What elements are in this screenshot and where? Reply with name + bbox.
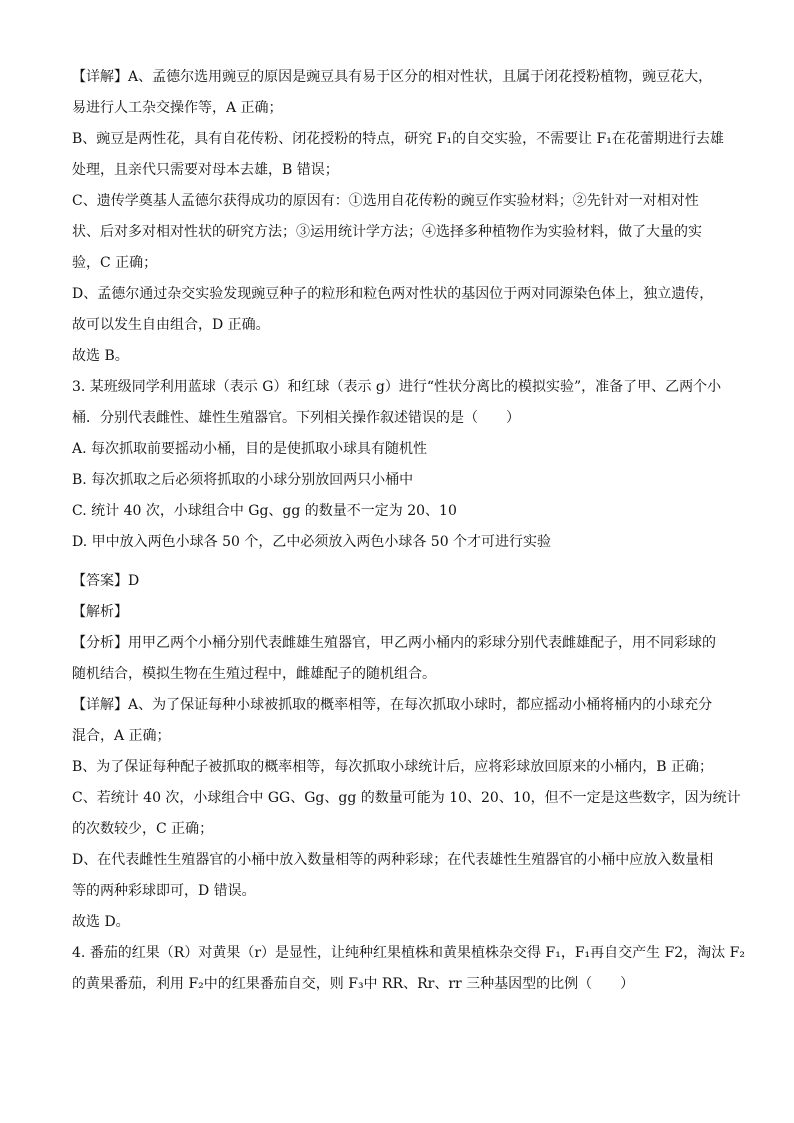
option-b: B. 每次抓取之后必须将抓取的小球分别放回两只小桶中 xyxy=(72,472,414,488)
answer-label: 【答案】D xyxy=(72,573,140,589)
option-a: A. 每次抓取前要摇动小桶，目的是使抓取小球具有随机性 xyxy=(72,441,428,457)
q2-explanation xyxy=(72,62,732,372)
question-stem-line: 桶．分别代表雌性、雄性生殖器官。下列相关操作叙述错误的是（ ） xyxy=(72,410,520,426)
text-line: 【分析】用甲乙两个小桶分别代表雌雄生殖器官，甲乙两小桶内的彩球分别代表雌雄配子，用不同彩球的 xyxy=(72,635,716,651)
text-line: 易进行人工杂交操作等，A 正确； xyxy=(72,100,283,116)
analysis-title: 【解析】 xyxy=(72,604,128,620)
text-line: 混合，A 正确； xyxy=(72,728,171,744)
text-line: 状、后对多对相对性状的研究方法；③运用统计学方法；④选择多种植物作为实验材料，做了大量的实 xyxy=(72,224,702,240)
question-4 xyxy=(72,938,745,1000)
text-line: B、豌豆是两性花，具有自花传粉、闭花授粉的特点，研究 F₁的自交实验，不需要让 F₁在花蕾期进行去雄 xyxy=(72,131,724,147)
conclusion-line: 故选 B。 xyxy=(72,348,129,364)
text-line: C、若统计 40 次，小球组合中 GG、Gg、gg 的数量可能为 10、20、10，但不一定是这些数字，因为统计 xyxy=(72,790,741,806)
question-stem-line: 3. 某班级同学利用蓝球（表示 G）和红球（表示 g）进行“性状分离比的模拟实验”，准备了甲、乙两个小 xyxy=(72,379,722,395)
text-line: 随机结合，模拟生物在生殖过程中，雌雄配子的随机组合。 xyxy=(72,666,436,682)
text-line: D、在代表雌性生殖器官的小桶中放入数量相等的两种彩球；在代表雄性生殖器官的小桶中应放入数量相 xyxy=(72,852,714,868)
question-3 xyxy=(72,372,741,938)
text-line: 的次数较少，C 正确； xyxy=(72,821,214,837)
text-line: 故可以发生自由组合，D 正确。 xyxy=(72,317,270,333)
text-line: 【详解】A、孟德尔选用豌豆的原因是豌豆具有易于区分的相对性状，且属于闭花授粉植物，豌豆花大， xyxy=(72,69,713,85)
option-c: C. 统计 40 次，小球组合中 Gg、gg 的数量不一定为 20、10 xyxy=(72,503,457,519)
text-line: D、孟德尔通过杂交实验发现豌豆种子的粒形和粒色两对性状的基因位于两对同源染色体上，独立遗传， xyxy=(72,286,714,302)
question-stem-line: 的黄果番茄，利用 F₂中的红果番茄自交，则 F₃中 RR、Rr、rr 三种基因型的比例（ ） xyxy=(72,976,635,992)
text-line: 验，C 正确； xyxy=(72,255,158,271)
option-d: D. 甲中放入两色小球各 50 个，乙中必须放入两色小球各 50 个才可进行实验 xyxy=(72,534,552,550)
text-line: 处理，且亲代只需要对母本去雄，B 错误； xyxy=(72,162,339,178)
text-line: 等的两种彩球即可，D 错误。 xyxy=(72,883,256,899)
text-line: B、为了保证每种配子被抓取的概率相等，每次抓取小球统计后，应将彩球放回原来的小桶内，B 正确； xyxy=(72,759,714,775)
question-stem-line: 4. 番茄的红果（R）对黄果（r）是显性，让纯种红果植株和黄果植株杂交得 F₁，F₁再自交产生 F2，淘汰 F₂ xyxy=(72,945,745,961)
text-line: 【详解】A、为了保证每种小球被抓取的概率相等，在每次抓取小球时，都应摇动小桶将桶内的小球充分 xyxy=(72,697,713,713)
conclusion-line: 故选 D。 xyxy=(72,914,130,930)
page-content xyxy=(72,62,745,1000)
text-line: C、遗传学奠基人孟德尔获得成功的原因有：①选用自花传粉的豌豆作实验材料；②先针对一对相对性 xyxy=(72,193,699,209)
